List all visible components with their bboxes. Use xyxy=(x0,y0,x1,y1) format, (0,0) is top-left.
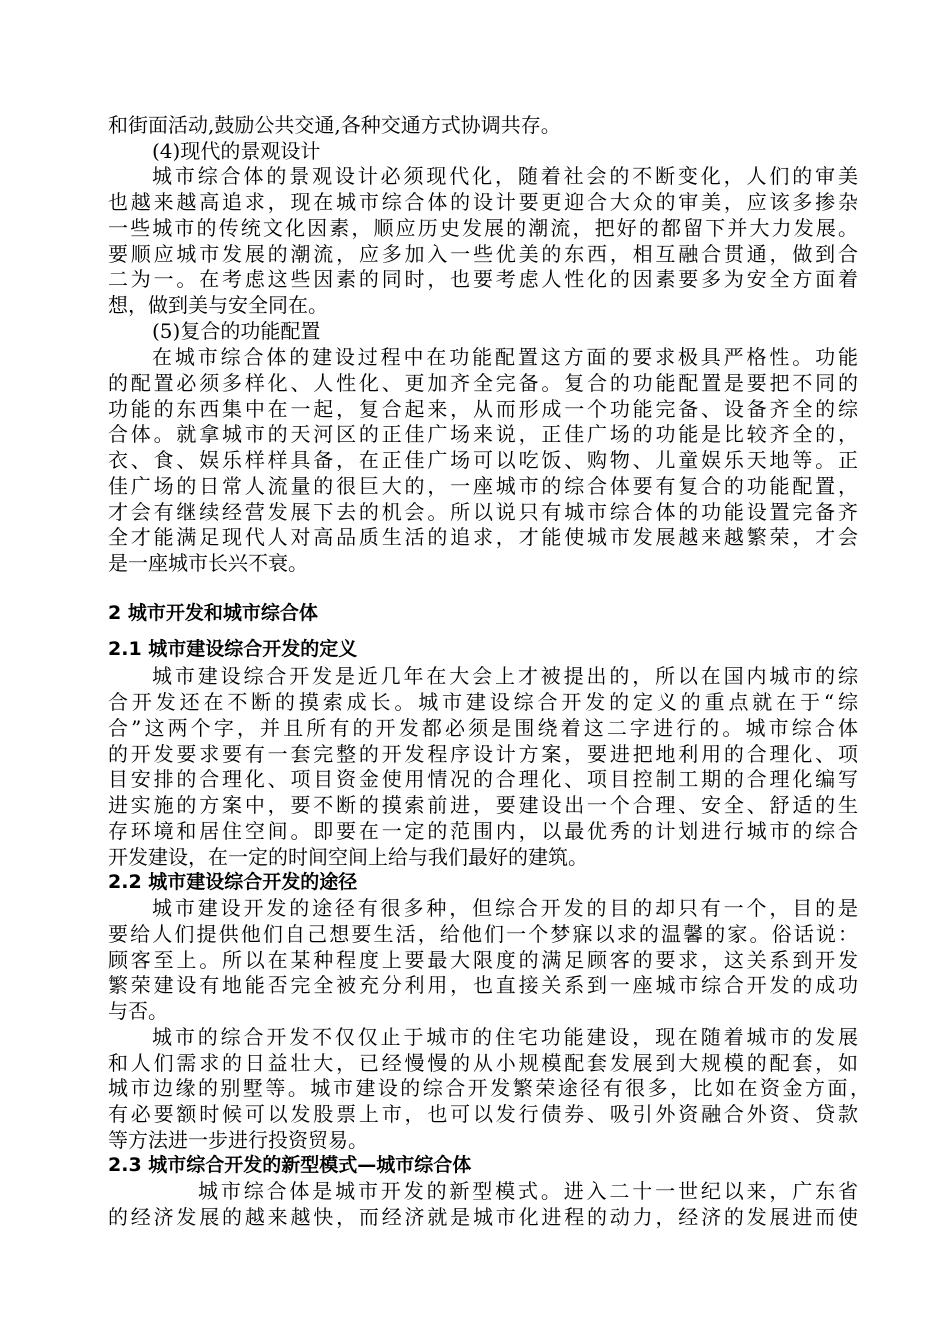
body-line: 与否。 xyxy=(108,999,168,1023)
subsection-heading: (5)复合的功能配置 xyxy=(152,319,321,343)
body-line: 合”这两个字，并且所有的开发都必须是围绕着这二字进行的。城市综合体 xyxy=(108,716,858,740)
body-line: 的开发要求要有一套完整的开发程序设计方案，要进把地利用的合理化、项 xyxy=(108,742,858,766)
body-line: 城市建设综合开发是近几年在大会上才被提出的，所以在国内城市的综 xyxy=(152,664,858,688)
body-line: 有必要额时候可以发股票上市，也可以发行债券、吸引外资融合外资、贷款 xyxy=(108,1102,858,1126)
body-line: 和人们需求的日益壮大，已经慢慢的从小规模配套发展到大规模的配套，如 xyxy=(108,1051,858,1075)
body-line: 城市建设开发的途径有很多种，但综合开发的目的却只有一个，目的是 xyxy=(152,896,858,920)
body-line: 城市综合体的景观设计必须现代化，随着社会的不断变化，人们的审美 xyxy=(152,164,858,188)
body-line: 功能的东西集中在一起，复合起来，从而形成一个功能完备、设备齐全的综 xyxy=(108,397,858,421)
body-line: 合体。就拿城市的天河区的正佳广场来说，正佳广场的功能是比较齐全的， xyxy=(108,422,858,446)
body-line: 才会有继续经营发展下去的机会。所以说只有城市综合体的功能设置完备齐 xyxy=(108,500,858,524)
body-line: 在城市综合体的建设过程中在功能配置这方面的要求极具严格性。功能 xyxy=(152,345,858,369)
body-line: 城市边缘的别墅等。城市建设的综合开发繁荣途径有很多，比如在资金方面， xyxy=(108,1076,870,1100)
body-line: 城市综合体是城市开发的新型模式。进入二十一世纪以来，广东省 xyxy=(198,1179,858,1203)
body-line: 衣、食、娱乐样样具备，在正佳广场可以吃饭、购物、儿童娱乐天地等。正 xyxy=(108,448,858,472)
body-line: 是一座城市长兴不衰。 xyxy=(108,551,308,575)
body-line: 也越来越高追求，现在城市综合体的设计要更迎合大众的审美，应该多掺杂 xyxy=(108,190,858,214)
chapter-heading: 2 城市开发和城市综合体 xyxy=(108,602,318,624)
body-line: 开发建设，在一定的时间空间上给与我们最好的建筑。 xyxy=(108,845,588,869)
section-heading: 2.3 城市综合开发的新型模式—城市综合体 xyxy=(108,1154,472,1176)
body-line: 目安排的合理化、项目资金使用情况的合理化、项目控制工期的合理化编写 xyxy=(108,767,858,791)
body-line: 想，做到美与安全同在。 xyxy=(108,293,328,317)
body-line: 进实施的方案中，要不断的摸索前进，要建设出一个合理、安全、舒适的生 xyxy=(108,793,858,817)
body-line: 的配置必须多样化、人性化、更加齐全完备。复合的功能配置是要把不同的 xyxy=(108,371,858,395)
body-line: 繁荣建设有地能否完全被充分利用，也直接关系到一座城市综合开发的成功 xyxy=(108,973,858,997)
body-line: 全才能满足现代人对高品质生活的追求，才能使城市发展越来越繁荣，才会 xyxy=(108,525,858,549)
body-line: 的经济发展的越来越快，而经济就是城市化进程的动力，经济的发展进而使 xyxy=(108,1205,858,1229)
body-line: 要给人们提供他们自己想要生活，给他们一个梦寐以求的温馨的家。俗话说： xyxy=(108,922,858,946)
subsection-heading: (4)现代的景观设计 xyxy=(152,139,321,163)
body-line: 二为一。在考虑这些因素的同时，也要考虑人性化的因素要多为安全方面着 xyxy=(108,267,858,291)
body-line: 合开发还在不断的摸索成长。城市建设综合开发的定义的重点就在于“综 xyxy=(108,690,858,714)
body-line: 和街面活动,鼓励公共交通,各种交通方式协调共存。 xyxy=(108,113,561,137)
section-heading: 2.1 城市建设综合开发的定义 xyxy=(108,638,358,660)
body-line: 顾客至上。所以在某种程度上要最大限度的满足顾客的要求，这关系到开发 xyxy=(108,948,858,972)
body-line: 存环境和居住空间。即要在一定的范围内，以最优秀的计划进行城市的综合 xyxy=(108,819,858,843)
body-line: 城市的综合开发不仅仅止于城市的住宅功能建设，现在随着城市的发展 xyxy=(152,1025,858,1049)
section-heading: 2.2 城市建设综合开发的途径 xyxy=(108,871,358,893)
body-line: 要顺应城市发展的潮流，应多加入一些优美的东西，相互融合贯通，做到合 xyxy=(108,242,858,266)
body-line: 佳广场的日常人流量的很巨大的，一座城市的综合体要有复合的功能配置， xyxy=(108,474,858,498)
body-line: 一些城市的传统文化因素，顺应历史发展的潮流，把好的都留下并大力发展。 xyxy=(108,216,858,240)
body-line: 等方法进一步进行投资贸易。 xyxy=(108,1128,368,1152)
